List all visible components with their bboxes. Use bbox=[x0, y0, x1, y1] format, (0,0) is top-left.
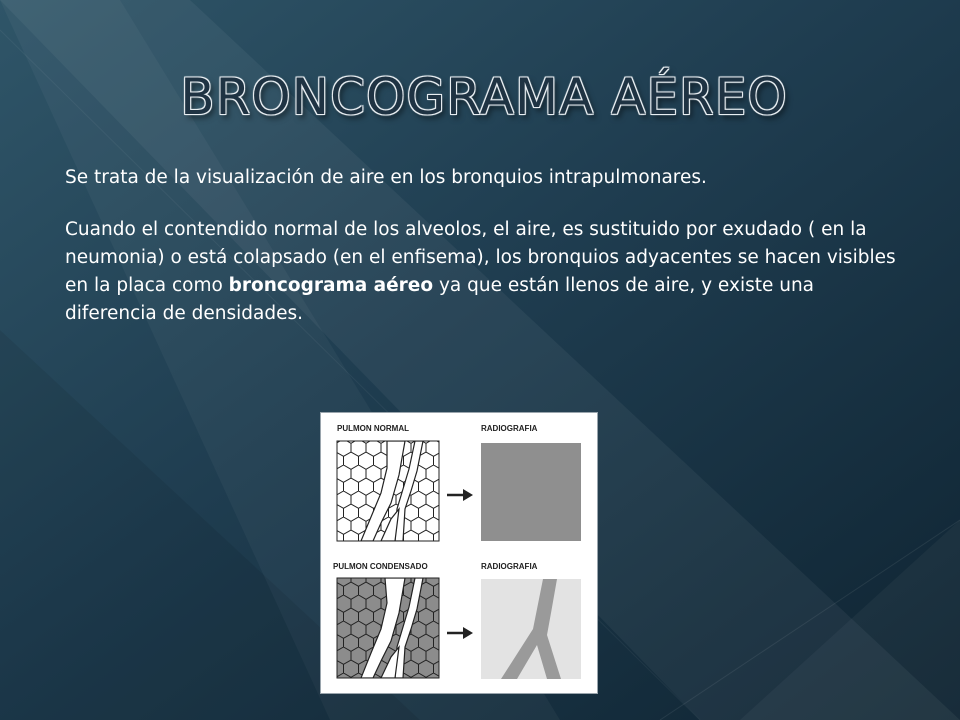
xray-normal bbox=[481, 443, 581, 541]
arrow-top bbox=[447, 489, 473, 501]
label-radiografia-bottom: RADIOGRAFIA bbox=[481, 562, 538, 571]
xray-condensed bbox=[481, 579, 581, 679]
lung-xray-diagram bbox=[321, 413, 597, 693]
label-pulmon-normal: PULMON NORMAL bbox=[337, 424, 409, 433]
arrow-bottom bbox=[447, 627, 473, 639]
bold-term: broncograma aéreo bbox=[228, 275, 434, 296]
condensed-lung-drawing bbox=[337, 578, 439, 678]
slide-title: BRONCOGRAMA AÉREO bbox=[180, 68, 788, 126]
diagram-figure bbox=[320, 412, 598, 694]
paragraph-definition: Se trata de la visualización de aire en los bronquios intrapulmonares. bbox=[65, 167, 707, 188]
paragraph-explanation: Cuando el contendido normal de los alveolos, el aire, es sustituido por exudado ( en la neumonia) o está colapsado (en el enfisema), los bronquios adyacentes se hacen visibles en la placa como broncograma aéreo ya que están llenos de aire, y existe una diferencia de densidades. bbox=[65, 219, 896, 324]
label-pulmon-condensado: PULMON CONDENSADO bbox=[333, 562, 428, 571]
normal-lung-drawing bbox=[337, 441, 439, 541]
slide-body bbox=[65, 164, 910, 352]
label-radiografia-top: RADIOGRAFIA bbox=[481, 424, 538, 433]
